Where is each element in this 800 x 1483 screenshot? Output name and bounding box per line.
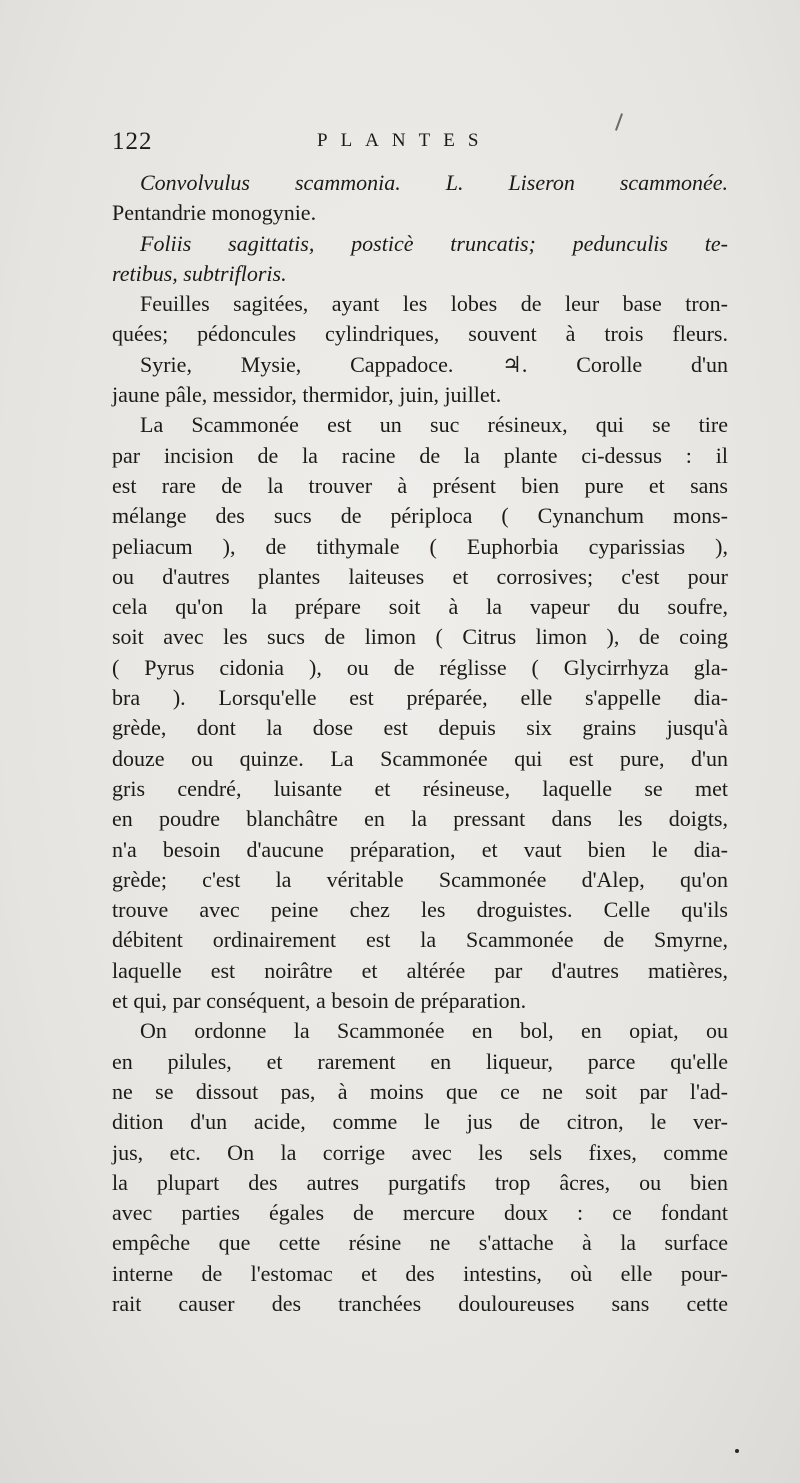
text-line: grède; c'est la véritable Scammonée d'Alep, qu'on [112, 866, 728, 892]
page-header [112, 128, 712, 160]
text-line: gris cendré, luisante et résineuse, laquelle se met [112, 775, 728, 801]
text-line: avec parties égales de mercure doux : ce fondant [112, 1200, 728, 1226]
text-line: peliacum ), de tithymale ( Euphorbia cyparissias ), [112, 533, 728, 559]
text-line: grède, dont la dose est depuis six grains jusqu'à [112, 715, 728, 741]
text-line: Pentandrie monogynie. [112, 200, 317, 226]
text-line: Foliis sagittatis, posticè truncatis; pedunculis te- [140, 230, 728, 256]
text-line: cela qu'on la prépare soit à la vapeur du soufre, [112, 594, 728, 620]
text-line: par incision de la racine de la plante ci-dessus : il [112, 442, 728, 468]
text-line: débitent ordinairement est la Scammonée de Smyrne, [112, 927, 728, 953]
text-line: en pilules, et rarement en liqueur, parce qu'elle [112, 1048, 728, 1074]
text-line: la plupart des autres purgatifs trop âcres, ou bien [112, 1169, 728, 1195]
ink-dot [735, 1449, 739, 1453]
text-line: soit avec les sucs de limon ( Citrus limon ), de coing [112, 624, 728, 650]
text-line: trouve avec peine chez les droguistes. Celle qu'ils [112, 897, 728, 923]
text-line: est rare de la trouver à présent bien pure et sans [112, 472, 728, 498]
text-line: Feuilles sagitées, ayant les lobes de leur base tron- [140, 291, 728, 317]
text-line: On ordonne la Scammonée en bol, en opiat, ou [140, 1018, 728, 1044]
text-line: La Scammonée est un suc résineux, qui se tire [140, 412, 728, 438]
text-line: interne de l'estomac et des intestins, où elle pour- [112, 1260, 728, 1286]
text-line: ou d'autres plantes laiteuses et corrosives; c'est pour [112, 563, 728, 589]
text-line: jus, etc. On la corrige avec les sels fixes, comme [112, 1139, 728, 1165]
text-line: mélange des sucs de périploca ( Cynanchum mons- [112, 503, 728, 529]
text-line: laquelle est noirâtre et altérée par d'autres matières, [112, 957, 728, 983]
text-line: empêche que cette résine ne s'attache à la surface [112, 1230, 728, 1256]
text-line: Syrie, Mysie, Cappadoce. ♃. Corolle d'un [140, 351, 728, 377]
text-line: ne se dissout pas, à moins que ce ne soit par l'ad- [112, 1078, 728, 1104]
text-line: rait causer des tranchées douloureuses sans cette [112, 1290, 728, 1316]
text-line: ( Pyrus cidonia ), ou de réglisse ( Glycirrhyza gla- [112, 654, 728, 680]
text-line: en poudre blanchâtre en la pressant dans les doigts, [112, 806, 728, 832]
text-line: Convolvulus scammonia. L. Liseron scammonée. [140, 170, 728, 195]
text-line: et qui, par conséquent, a besoin de préparation. [112, 988, 527, 1014]
text-line: retibus, subtrifloris. [112, 260, 287, 286]
text-line: quées; pédoncules cylindriques, souvent à trois fleurs. [112, 321, 728, 347]
text-line: n'a besoin d'aucune préparation, et vaut bien le dia- [112, 836, 728, 862]
text-line: douze ou quinze. La Scammonée qui est pure, d'un [112, 745, 728, 771]
running-title: PLANTES [317, 130, 492, 151]
body-text [112, 168, 728, 1319]
text-line: jaune pâle, messidor, thermidor, juin, juillet. [112, 382, 502, 408]
text-line: dition d'un acide, comme le jus de citron, le ver- [112, 1109, 728, 1135]
page-number: 122 [112, 128, 153, 155]
text-line: bra ). Lorsqu'elle est préparée, elle s'appelle dia- [112, 685, 728, 711]
